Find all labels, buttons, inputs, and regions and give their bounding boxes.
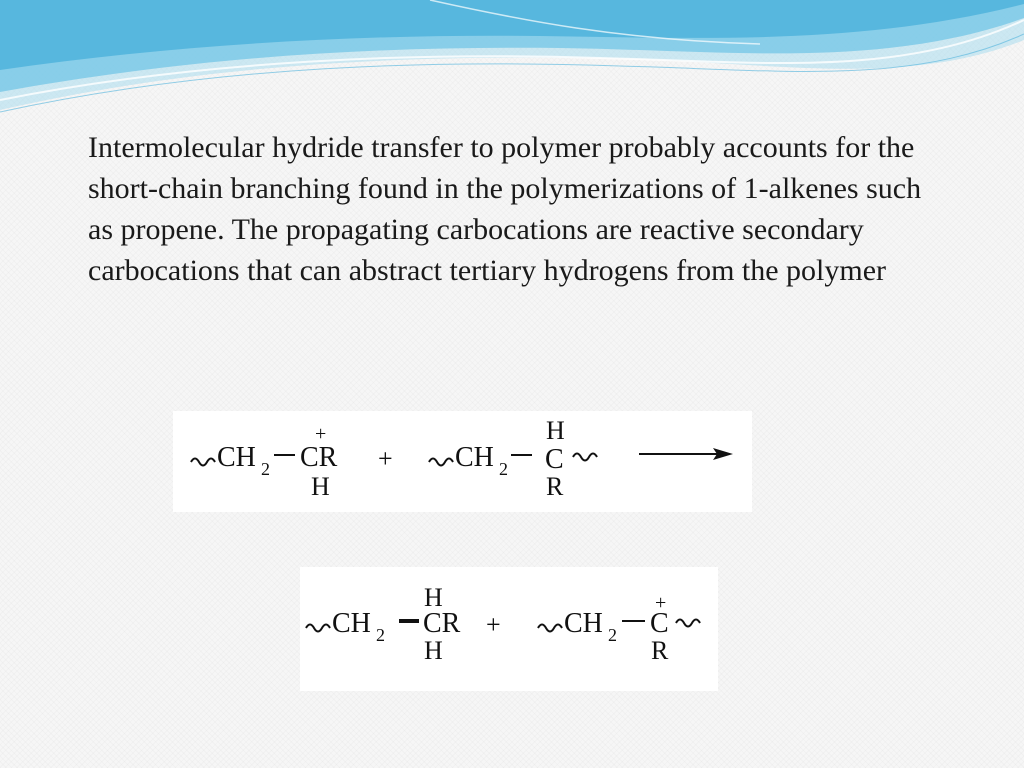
ch2-subscript: 2 xyxy=(608,625,617,645)
cation-chain-reactant xyxy=(191,423,338,501)
ch2-subscript: 2 xyxy=(261,459,270,479)
plus-sign: + xyxy=(378,444,393,473)
wavy-bond-icon xyxy=(538,625,562,632)
cation-chain-product xyxy=(538,592,700,665)
positive-charge: + xyxy=(655,592,667,614)
slide-body-text: Intermolecular hydride transfer to polymer probably accounts for the short-chain branching found in the polymerizations of 1-alkenes such as propene. The propagating carbocations are reactive secondary carbocations that can abstract tertiary hydrogens from the polymer xyxy=(88,131,922,287)
bottom-substituent: H xyxy=(424,636,443,665)
ch2-label: CH xyxy=(564,608,603,639)
positive-charge: + xyxy=(315,423,327,445)
bottom-substituent: H xyxy=(311,472,330,501)
polymer-chain-product xyxy=(306,583,461,665)
ch2-label: CH xyxy=(455,442,494,473)
ch2-subscript: 2 xyxy=(376,625,385,645)
ch2-subscript: 2 xyxy=(499,459,508,479)
center-carbon-label: CR xyxy=(300,442,338,473)
bottom-substituent: R xyxy=(546,472,564,501)
reaction-arrow-icon xyxy=(639,448,733,460)
ch2-label: CH xyxy=(217,442,256,473)
plus-sign: + xyxy=(486,610,501,639)
ch2-label: CH xyxy=(332,608,371,639)
polymer-chain-reactant xyxy=(429,416,597,501)
wavy-bond-icon xyxy=(306,625,330,632)
wavy-bond-icon xyxy=(676,620,700,627)
center-carbon-label: CR xyxy=(423,608,461,639)
center-carbon-label: C xyxy=(545,444,564,475)
top-substituent: H xyxy=(424,583,443,612)
wavy-bond-icon xyxy=(191,459,215,466)
top-substituent: H xyxy=(546,416,565,445)
center-carbon-label: C xyxy=(650,608,669,639)
wavy-bond-icon xyxy=(429,459,453,466)
products-scheme xyxy=(300,567,718,691)
bottom-substituent: R xyxy=(651,636,669,665)
reactants-scheme xyxy=(173,411,752,512)
wavy-bond-icon xyxy=(573,454,597,461)
header-wave-decoration xyxy=(0,0,1024,130)
